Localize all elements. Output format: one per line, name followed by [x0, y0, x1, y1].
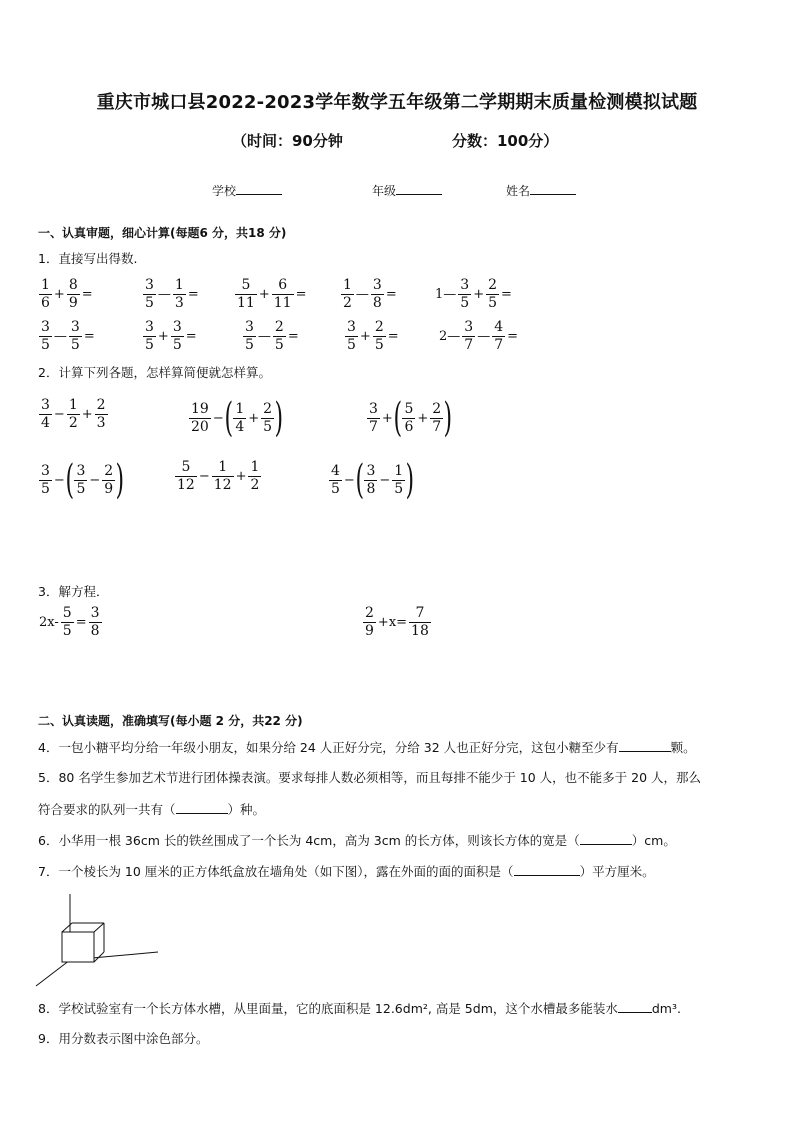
- page-title: 重庆市城口县2022-2023学年数学五年级第二学期期末质量检测模拟试题: [96, 92, 698, 113]
- q3-equation-1: 2x- $\frac{5}{5}$ = $\frac{3}{8}$: [39, 605, 100, 639]
- q4-answer-blank[interactable]: [619, 739, 671, 752]
- question-1-label: 1．直接写出得数.: [38, 251, 138, 266]
- grade-blank[interactable]: [396, 183, 442, 195]
- q1-expr-r2-4: $\frac{3}{5}$ + $\frac{2}{5}$ =: [347, 319, 399, 353]
- q1-expr-r2-1: $\frac{3}{5}$ — $\frac{3}{5}$ =: [41, 319, 95, 353]
- question-5-line-1: 5．80 名学生参加艺术节进行团体操表演。要求每排人数必须相等，而且每排不能少于 10 人，也不能多于 20 人，那么: [38, 770, 702, 785]
- q1-expr-r1-5: 1— $\frac{3}{5}$ + $\frac{2}{5}$ =: [435, 277, 512, 311]
- question-8: 8．学校试验室有一个长方体水槽，从里面量，它的底面积是 12.6dm², 高是 5dm，这个水槽最多能装水 dm³.: [38, 1001, 681, 1016]
- q1-expr-r1-2: $\frac{3}{5}$ — $\frac{1}{3}$ =: [145, 277, 199, 311]
- q1-expr-r1-3: $\frac{5}{11}$ + $\frac{6}{11}$ =: [237, 277, 307, 311]
- grade-field: [372, 182, 442, 199]
- grade-label: 年级: [372, 184, 397, 198]
- q1-expr-r2-5: 2— $\frac{3}{7}$ — $\frac{4}{7}$ =: [439, 319, 519, 353]
- q1-expr-r1-4: $\frac{1}{2}$ — $\frac{3}{8}$ =: [343, 277, 397, 311]
- q8-answer-blank[interactable]: [618, 1000, 652, 1013]
- q2-expr-4: $\frac{3}{5}$ − ( $\frac{3}{5}$ − $\frac{2}{9}$ ): [41, 457, 125, 503]
- q6-answer-blank[interactable]: [580, 832, 632, 845]
- question-5-line-2: 符合要求的队列一共有（ ）种。: [38, 802, 266, 817]
- q2-expr-5: $\frac{5}{12}$ − $\frac{1}{12}$ + $\frac{1}{2}$: [177, 459, 260, 493]
- q2-expr-1: $\frac{3}{4}$ − $\frac{1}{2}$ + $\frac{2}{3}$: [41, 397, 106, 431]
- q7-answer-blank[interactable]: [514, 863, 580, 876]
- section-1-heading: 一、认真审题，细心计算(每题6 分，共18 分): [38, 226, 287, 240]
- exam-score: 分数：100分）: [452, 132, 559, 150]
- q1-expr-r2-2: $\frac{3}{5}$ + $\frac{3}{5}$ =: [145, 319, 197, 353]
- question-3-label: 3．解方程．: [38, 584, 109, 599]
- name-blank[interactable]: [530, 183, 576, 195]
- q2-expr-2: $\frac{19}{20}$ − ( $\frac{1}{4}$ + $\frac{2}{5}$ ): [191, 395, 284, 441]
- question-7: 7．一个棱长为 10 厘米的正方体纸盒放在墙角处（如下图），露在外面的面的面积是（ ）平方厘米。: [38, 864, 655, 879]
- q1-expr-r2-3: $\frac{3}{5}$ — $\frac{2}{5}$ =: [245, 319, 299, 353]
- question-6: 6．小华用一根 36cm 长的铁丝围成了一个长为 4cm，高为 3cm 的长方体，则该长方体的宽是（ ）cm。: [38, 833, 676, 848]
- question-4: 4．一包小糖平均分给一年级小朋友，如果分给 24 人正好分完，分给 32 人也正好分完，这包小糖至少有 颗。: [38, 740, 696, 755]
- cube-corner-figure: [30, 890, 170, 988]
- school-label: 学校: [212, 184, 237, 198]
- school-field: [212, 182, 282, 199]
- name-field: [506, 182, 576, 199]
- q1-expr-r1-1: $\frac{1}{6}$ + $\frac{8}{9}$ =: [41, 277, 93, 311]
- question-9: 9．用分数表示图中涂色部分。: [38, 1031, 209, 1046]
- q2-expr-3: $\frac{3}{7}$ + ( $\frac{5}{6}$ + $\frac{2}{7}$ ): [369, 395, 453, 441]
- exam-time: （时间：90分钟: [232, 132, 343, 150]
- q3-equation-2: $\frac{2}{9}$ +x= $\frac{7}{18}$: [365, 605, 429, 639]
- q2-expr-6: $\frac{4}{5}$ − ( $\frac{3}{8}$ − $\frac{1}{5}$ ): [331, 457, 415, 503]
- name-label: 姓名: [506, 184, 531, 198]
- school-blank[interactable]: [236, 183, 282, 195]
- section-2-heading: 二、认真读题，准确填写(每小题 2 分，共22 分): [38, 714, 303, 728]
- question-2-label: 2．计算下列各题，怎样算简便就怎样算。: [38, 365, 271, 380]
- q5-answer-blank[interactable]: [176, 801, 228, 814]
